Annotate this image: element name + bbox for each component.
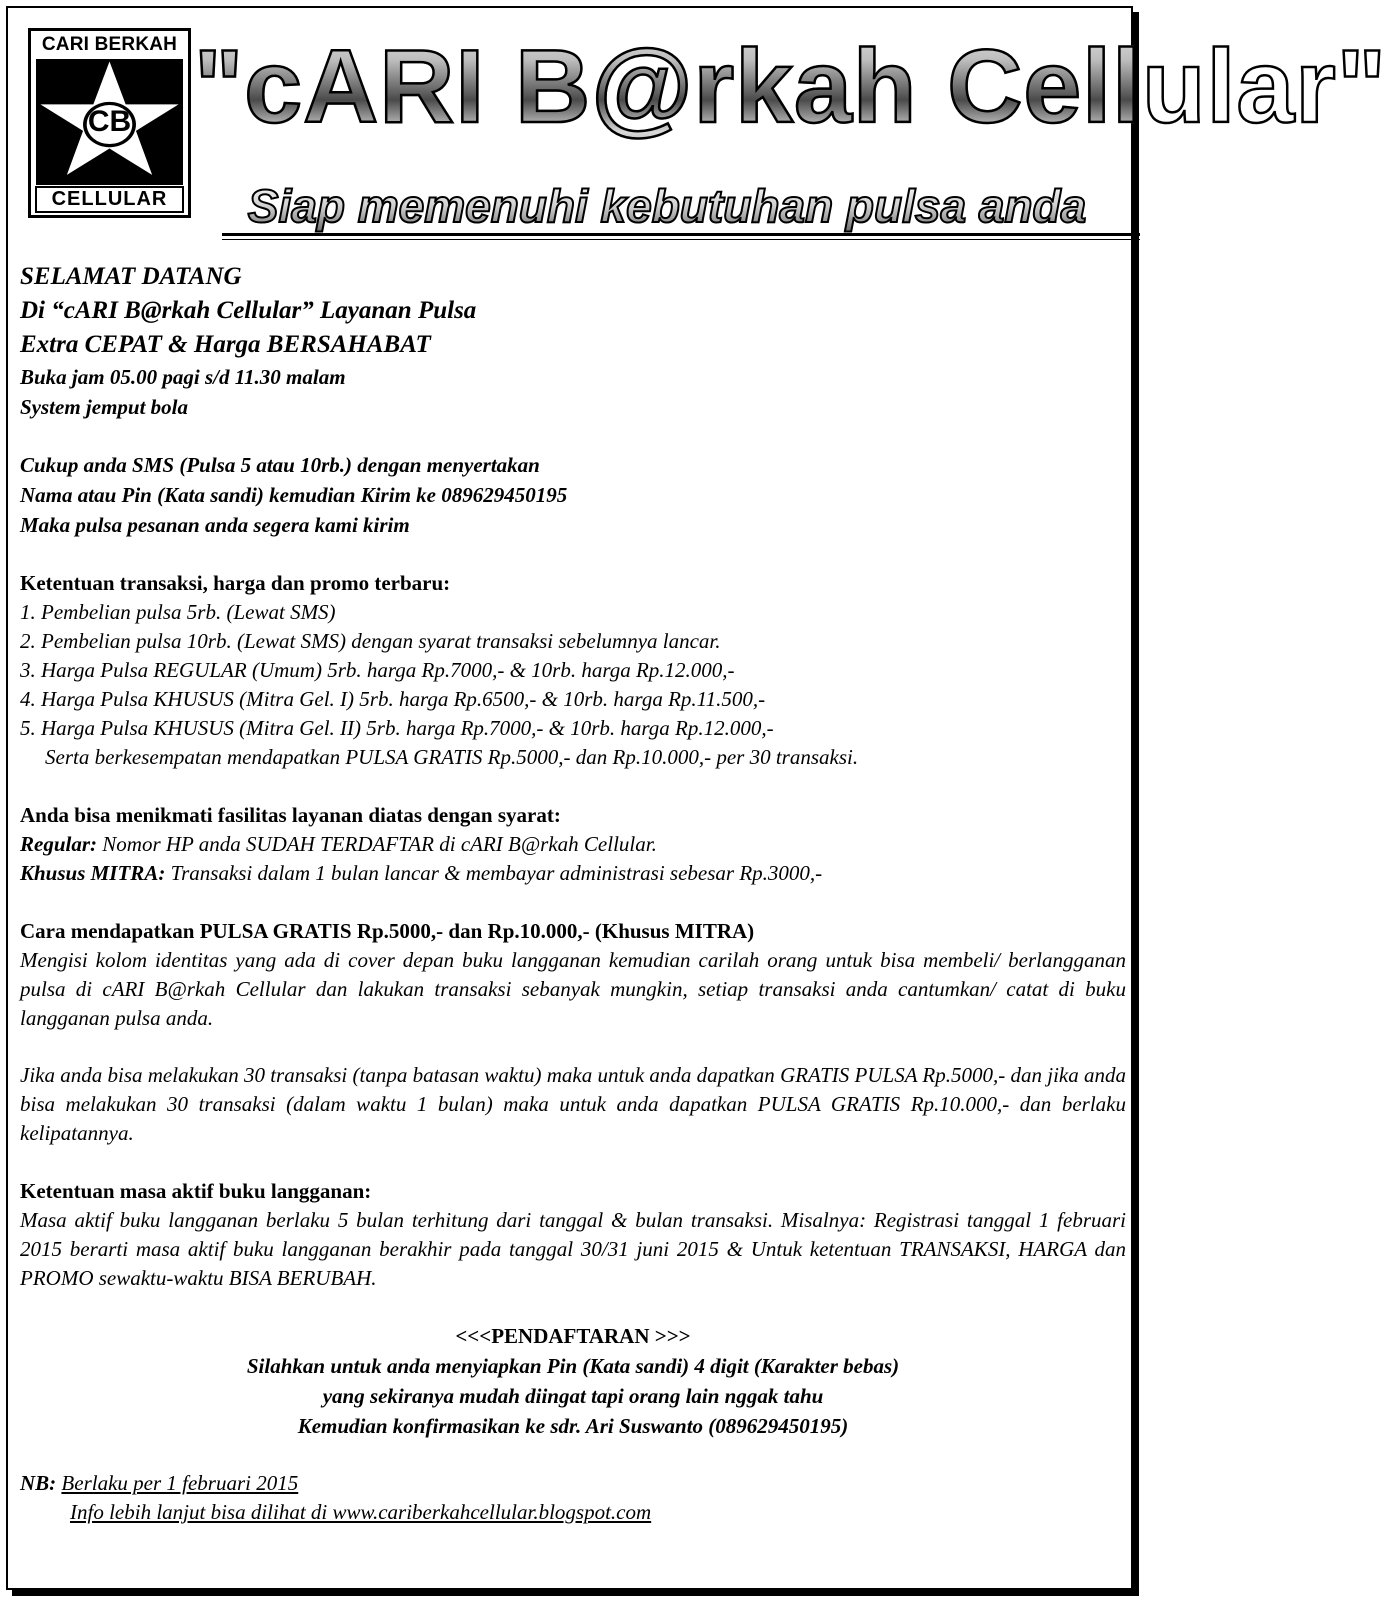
welcome-line-2: Di “cARI B@rkah Cellular” Layanan Pulsa xyxy=(20,297,477,324)
nb-label: NB: xyxy=(20,1471,57,1495)
header-divider xyxy=(222,233,1140,236)
terms-item: 2. Pembelian pulsa 10rb. (Lewat SMS) dengan syarat transaksi sebelumnya lancar. xyxy=(20,629,721,653)
footer-note xyxy=(20,1469,1126,1498)
opening-hours: Buka jam 05.00 pagi s/d 11.30 malam xyxy=(20,365,346,389)
logo-initials: CB xyxy=(87,105,132,138)
facility-mitra xyxy=(20,859,1126,888)
regular-text: Nomor HP anda SUDAH TERDAFTAR di cARI B@rkah Cellular. xyxy=(97,832,657,856)
free-pulsa-paragraph-2: Jika anda bisa melakukan 30 transaksi (tanpa batasan waktu) maka untuk anda dapatkan GRATIS PULSA Rp.5000,- dan jika anda bisa melakukan 30 transaksi (dalam waktu 1 bulan) maka untuk anda dapatkan PULSA GRATIS Rp.10.000,- dan berlaku kelipatannya. xyxy=(20,1063,1126,1145)
active-period-paragraph: Masa aktif buku langganan berlaku 5 bulan terhitung dari tanggal & bulan transaksi. Misalnya: Registrasi tanggal 1 februari 2015 berarti masa aktif buku langganan berakhir pada tanggal 30/31 juni 2015 & Untuk ketentuan TRANSAKSI, HARGA dan PROMO sewaktu-waktu BISA BERUBAH. xyxy=(20,1208,1126,1290)
free-pulsa-heading: Cara mendapatkan PULSA GRATIS Rp.5000,- dan Rp.10.000,- (Khusus MITRA) xyxy=(20,919,755,943)
info-link[interactable]: Info lebih lanjut bisa dilihat di www.cariberkahcellular.blogspot.com xyxy=(70,1500,652,1524)
logo-bottom-text: CELLULAR xyxy=(35,186,184,213)
terms-heading: Ketentuan transaksi, harga dan promo terbaru: xyxy=(20,571,451,595)
system-note: System jemput bola xyxy=(20,395,188,419)
header-divider-thin xyxy=(222,239,1140,240)
welcome-line-3: Extra CEPAT & Harga BERSAHABAT xyxy=(20,331,431,358)
brand-logo xyxy=(28,28,191,218)
regular-label: Regular: xyxy=(20,832,98,856)
sms-line-3: Maka pulsa pesanan anda segera kami kirim xyxy=(20,513,410,537)
active-period-heading: Ketentuan masa aktif buku langganan: xyxy=(20,1179,372,1203)
terms-item: 5. Harga Pulsa KHUSUS (Mitra Gel. II) 5rb. harga Rp.7000,- & 10rb. harga Rp.12.000,- xyxy=(20,716,774,740)
page-title: "cARI B@rkah Cellular" xyxy=(194,12,1134,172)
facility-regular xyxy=(20,830,1126,859)
terms-item: 1. Pembelian pulsa 5rb. (Lewat SMS) xyxy=(20,600,336,624)
tagline: Siap memenuhi kebutuhan pulsa anda xyxy=(222,180,1112,232)
registration-line-3: Kemudian konfirmasikan ke sdr. Ari Suswanto (089629450195) xyxy=(297,1414,849,1438)
sms-line-1: Cukup anda SMS (Pulsa 5 atau 10rb.) dengan menyertakan xyxy=(20,453,540,477)
page-frame xyxy=(6,6,1387,1590)
registration-heading: <<<PENDAFTARAN >>> xyxy=(455,1324,691,1348)
terms-extra: Serta berkesempatan mendapatkan PULSA GRATIS Rp.5000,- dan Rp.10.000,- per 30 transaksi. xyxy=(45,745,859,769)
mitra-text: Transaksi dalam 1 bulan lancar & membayar administrasi sebesar Rp.3000,- xyxy=(165,861,823,885)
registration-line-2: yang sekiranya mudah diingat tapi orang lain nggak tahu xyxy=(322,1384,824,1408)
nb-text: Berlaku per 1 februari 2015 xyxy=(61,1471,299,1495)
terms-item: 3. Harga Pulsa REGULAR (Umum) 5rb. harga Rp.7000,- & 10rb. harga Rp.12.000,- xyxy=(20,658,735,682)
logo-star-block xyxy=(36,59,183,185)
free-pulsa-paragraph-1: Mengisi kolom identitas yang ada di cover depan buku langganan kemudian carilah orang untuk bisa membeli/ berlangganan pulsa di cARI B@rkah Cellular dan lakukan transaksi sebanyak mungkin, setiap transaksi anda cantumkan/ catat di buku langganan pulsa anda. xyxy=(20,948,1126,1030)
footer-info xyxy=(20,1498,1126,1527)
terms-item: 4. Harga Pulsa KHUSUS (Mitra Gel. I) 5rb. harga Rp.6500,- & 10rb. harga Rp.11.500,- xyxy=(20,687,766,711)
registration-line-1: Silahkan untuk anda menyiapkan Pin (Kata sandi) 4 digit (Karakter bebas) xyxy=(246,1354,900,1378)
sms-line-2: Nama atau Pin (Kata sandi) kemudian Kirim ke 089629450195 xyxy=(20,483,568,507)
mitra-label: Khusus MITRA: xyxy=(20,861,166,885)
welcome-line-1: SELAMAT DATANG xyxy=(20,263,242,290)
main-content xyxy=(20,260,1126,1527)
logo-top-text: CARI BERKAH xyxy=(41,34,178,55)
facilities-heading: Anda bisa menikmati fasilitas layanan diatas dengan syarat: xyxy=(20,803,561,827)
